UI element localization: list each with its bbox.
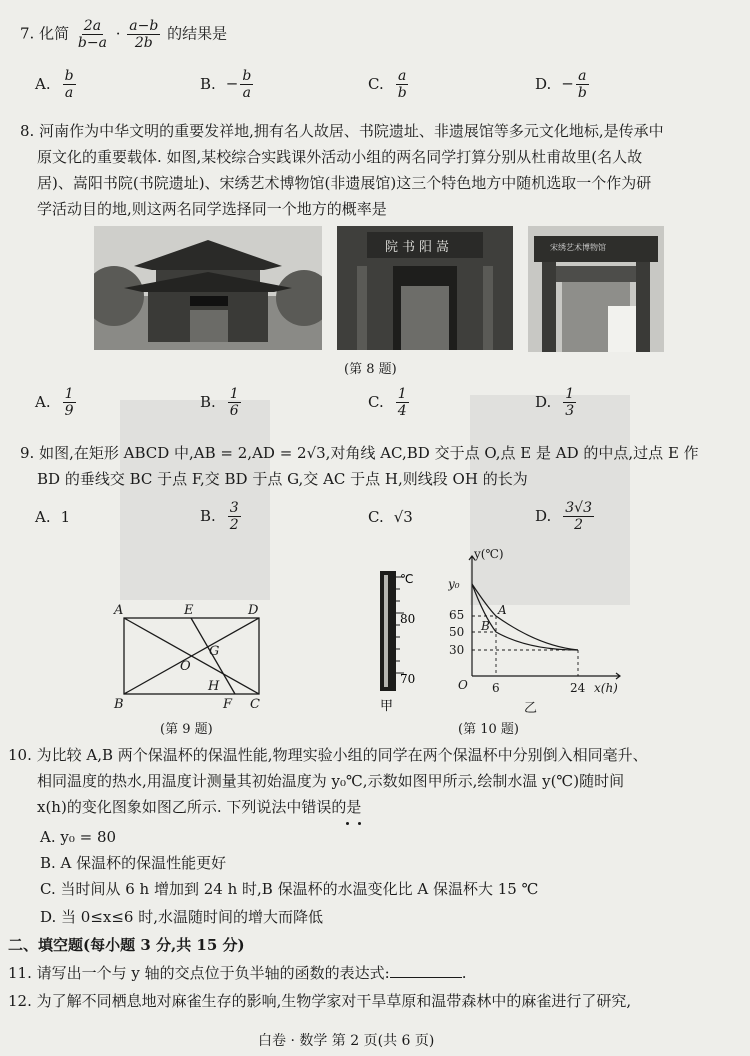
option-9a: A. 1	[35, 508, 71, 526]
option-9b: B. $\frac{3}{2}$	[200, 500, 239, 533]
question-12: 12. 为了解不同栖息地对麻雀生存的影响,生物学家对干旱草原和温带森林中的麻雀进行了研究,	[8, 992, 632, 1010]
figure-9-rectangle	[110, 600, 280, 715]
option-8b: B. $\frac{1}{6}$	[200, 386, 239, 419]
point-G: G	[209, 644, 220, 659]
point-O: O	[180, 659, 191, 674]
option-10d: D. 当 0≤x≤6 时,水温随时间的增大而降低	[40, 908, 324, 926]
fraction: $\frac{2a}{b-a}$	[77, 18, 107, 51]
figure-9-caption: (第 9 题)	[160, 722, 213, 737]
pavilion-illustration	[94, 226, 322, 350]
graph-y30-label: 30	[449, 643, 465, 657]
question-10-line2: 相同温度的热水,用温度计测量其初始温度为 y₀℃,示数如图甲所示,绘制水温 y(℃)随时间	[37, 772, 625, 790]
graph-y0-label: y₀	[448, 577, 460, 591]
academy-sign-text: 院书阳嵩	[385, 240, 454, 255]
graph-x6-label: 6	[492, 681, 500, 695]
figure-10-graph	[448, 546, 628, 716]
option-8a: A. $\frac{1}{9}$	[35, 386, 74, 419]
option-7c: C. $\frac{a}{b}$	[368, 68, 407, 101]
thermo-label: 甲	[380, 699, 394, 714]
figure-10-caption: (第 10 题)	[458, 722, 519, 737]
point-D: D	[248, 603, 259, 618]
thermo-unit: ℃	[400, 572, 414, 586]
point-B: B	[114, 697, 124, 712]
point-E: E	[184, 603, 194, 618]
question-10-line1: 10. 为比较 A,B 两个保温杯的保温性能,物理实验小组的同学在两个保温杯中分别倒入相同毫升、	[8, 746, 648, 764]
question-10-line3: x(h)的变化图象如图乙所示. 下列说法中错误的是	[37, 798, 362, 816]
option-8d: D. $\frac{1}{3}$	[535, 386, 575, 419]
option-9d: D. $\frac{3√3}{2}$	[535, 500, 593, 533]
option-10c: C. 当时间从 6 h 增加到 24 h 时,B 保温杯的水温变化比 A 保温杯大 15 ℃	[40, 880, 539, 898]
question-9-line2: BD 的垂线交 BC 于点 F,交 BD 于点 G,交 AC 于点 H,则线段 OH 的长为	[37, 470, 528, 488]
option-7a: A. $\frac{b}{a}$	[35, 68, 74, 101]
option-9c: C. √3	[368, 508, 413, 526]
section-2-heading: 二、填空题(每小题 3 分,共 15 分)	[8, 936, 245, 954]
question-8-line2: 原文化的重要载体. 如图,某校综合实践课外活动小组的两名同学打算分别从杜甫故里(名人故	[37, 148, 643, 166]
graph-point-A: A	[498, 603, 507, 617]
option-7d: D. − $\frac{a}{b}$	[535, 68, 587, 101]
graph-y50-label: 50	[449, 625, 465, 639]
figure-8-caption: (第 8 题)	[344, 362, 397, 377]
point-H: H	[208, 679, 220, 694]
graph-x-label: x(h)	[594, 681, 618, 695]
graph-label: 乙	[524, 701, 538, 716]
option-8c: C. $\frac{1}{4}$	[368, 386, 407, 419]
question-8-line4: 学活动目的地,则这两名同学选择同一个地方的概率是	[37, 200, 387, 218]
option-10b: B. A 保温杯的保温性能更好	[40, 854, 227, 872]
photo-songyang-academy	[337, 226, 513, 350]
graph-x24-label: 24	[570, 681, 586, 695]
graph-y65-label: 65	[449, 608, 465, 622]
option-10a: A. y₀ = 80	[40, 828, 117, 846]
answer-blank[interactable]	[390, 963, 462, 978]
photo-dufu-hometown	[94, 226, 322, 350]
page-footer: 白卷 · 数学 第 2 页(共 6 页)	[258, 1033, 435, 1049]
thermo-tick-80: 80	[400, 612, 416, 626]
figure-10-thermometer	[370, 565, 430, 715]
question-8-line3: 居)、嵩阳书院(书院遗址)、宋绣艺术博物馆(非遗展馆)这三个特色地方中随机选取一个作为研	[37, 174, 652, 192]
question-7: 7. 化简 $\frac{2a}{b-a}$ · $\frac{a-b}{2b}$ 的结果是	[20, 18, 228, 51]
question-9-line1: 9. 如图,在矩形 ABCD 中,AB = 2,AD = 2√3,对角线 AC,BD 交于点 O,点 E 是 AD 的中点,过点 E 作	[20, 444, 699, 462]
question-11: 11. 请写出一个与 y 轴的交点位于负半轴的函数的表达式: .	[8, 964, 467, 982]
thermo-tick-70: 70	[400, 672, 416, 686]
option-7b: B. − $\frac{b}{a}$	[200, 68, 252, 101]
photo-song-embroidery-museum	[528, 226, 664, 352]
graph-point-B: B	[481, 619, 490, 633]
graph-y-label: y(℃)	[474, 547, 504, 561]
point-C: C	[250, 697, 260, 712]
point-F: F	[223, 697, 233, 712]
question-8-line1: 8. 河南作为中华文明的重要发祥地,拥有名人故居、书院遗址、非遗展馆等多元文化地标,是传承中	[20, 122, 664, 140]
point-A: A	[114, 603, 124, 618]
fraction: $\frac{a-b}{2b}$	[129, 18, 159, 51]
graph-origin: O	[458, 678, 468, 692]
museum-sign-text: 宋绣艺术博物馆	[550, 243, 606, 252]
watermark-block	[120, 400, 270, 600]
